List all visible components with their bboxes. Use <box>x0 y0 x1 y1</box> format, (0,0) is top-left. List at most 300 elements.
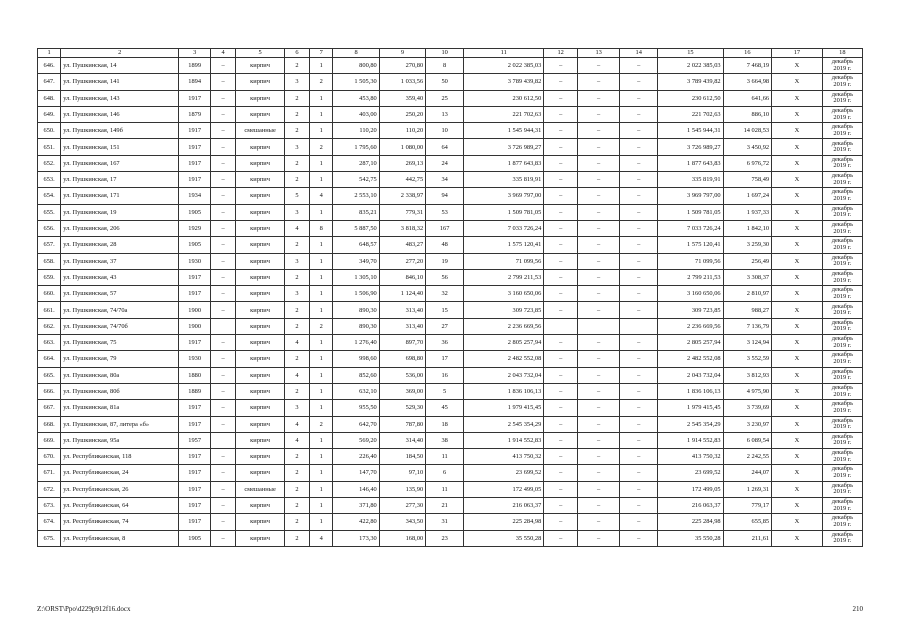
cell-cost-per-sqm: 211,61 <box>723 530 772 546</box>
cell-year: 1917 <box>179 449 211 465</box>
cell-area-living: 442,75 <box>379 172 425 188</box>
cell-mark: Х <box>772 237 823 253</box>
cell-col13: – <box>578 74 620 90</box>
cell-cost-total: 1 575 120,41 <box>464 237 544 253</box>
cell-col13: – <box>578 351 620 367</box>
cell-cost-planned: 221 702,63 <box>658 106 723 122</box>
cell-material: кирпич <box>236 449 285 465</box>
header-cell-2: 2 <box>61 49 179 58</box>
cell-deadline: декабрь 2019 г. <box>822 253 862 269</box>
cell-residents: 10 <box>426 123 464 139</box>
cell-cost-planned: 7 033 726,24 <box>658 220 723 236</box>
cell-entrances: 4 <box>310 188 333 204</box>
cell-col4: – <box>211 514 236 530</box>
cell-mark: Х <box>772 416 823 432</box>
cell-material: кирпич <box>236 172 285 188</box>
cell-entrances: 1 <box>310 383 333 399</box>
table-row <box>38 530 863 546</box>
cell-col12: – <box>544 335 578 351</box>
cell-col12: – <box>544 172 578 188</box>
cell-cost-planned: 2 805 257,94 <box>658 335 723 351</box>
cell-year: 1930 <box>179 253 211 269</box>
cell-col13: – <box>578 204 620 220</box>
cell-cost-total: 221 702,63 <box>464 106 544 122</box>
cell-col14: – <box>620 416 658 432</box>
cell-floors: 2 <box>284 123 309 139</box>
cell-address: ул. Республиканская, 64 <box>61 498 179 514</box>
cell-entrances: 1 <box>310 465 333 481</box>
cell-year: 1930 <box>179 351 211 367</box>
cell-cost-total: 1 914 552,83 <box>464 432 544 448</box>
table-row <box>38 286 863 302</box>
cell-entrances: 1 <box>310 351 333 367</box>
cell-residents: 56 <box>426 269 464 285</box>
cell-entrances: 2 <box>310 139 333 155</box>
cell-year: 1917 <box>179 416 211 432</box>
cell-area-living: 698,80 <box>379 351 425 367</box>
table-row <box>38 139 863 155</box>
cell-number: 658. <box>38 253 61 269</box>
cell-cost-per-sqm: 1 842,10 <box>723 220 772 236</box>
table-row <box>38 269 863 285</box>
cell-cost-total: 1 836 106,13 <box>464 383 544 399</box>
cell-col4: – <box>211 58 236 74</box>
cell-material: кирпич <box>236 74 285 90</box>
cell-year: 1934 <box>179 188 211 204</box>
table-row <box>38 449 863 465</box>
cell-entrances: 1 <box>310 269 333 285</box>
cell-col12: – <box>544 514 578 530</box>
cell-entrances: 4 <box>310 530 333 546</box>
cell-material: кирпич <box>236 269 285 285</box>
cell-address: ул. Пушкинская, 14 <box>61 58 179 74</box>
cell-floors: 4 <box>284 335 309 351</box>
cell-cost-planned: 1 877 643,83 <box>658 155 723 171</box>
cell-col4: – <box>211 220 236 236</box>
cell-cost-per-sqm: 3 552,59 <box>723 351 772 367</box>
cell-number: 648. <box>38 90 61 106</box>
cell-col13: – <box>578 123 620 139</box>
cell-area-total: 5 887,50 <box>333 220 379 236</box>
cell-address: ул. Пушкинская, 143 <box>61 90 179 106</box>
cell-deadline: декабрь 2019 г. <box>822 58 862 74</box>
cell-entrances: 8 <box>310 220 333 236</box>
cell-entrances: 1 <box>310 400 333 416</box>
cell-area-living: 2 338,97 <box>379 188 425 204</box>
cell-area-total: 1 305,10 <box>333 269 379 285</box>
cell-area-total: 403,00 <box>333 106 379 122</box>
cell-col14: – <box>620 237 658 253</box>
cell-cost-per-sqm: 1 269,31 <box>723 481 772 497</box>
cell-area-living: 277,30 <box>379 498 425 514</box>
cell-deadline: декабрь 2019 г. <box>822 498 862 514</box>
cell-col4: – <box>211 335 236 351</box>
header-cell-11: 11 <box>464 49 544 58</box>
cell-number: 660. <box>38 286 61 302</box>
cell-residents: 6 <box>426 465 464 481</box>
cell-entrances: 2 <box>310 318 333 334</box>
cell-address: ул. Пушкинская, 74/70а <box>61 302 179 318</box>
header-cell-3: 3 <box>179 49 211 58</box>
cell-residents: 64 <box>426 139 464 155</box>
cell-material: кирпич <box>236 498 285 514</box>
cell-year: 1929 <box>179 220 211 236</box>
cell-area-living: 314,40 <box>379 432 425 448</box>
cell-cost-per-sqm: 3 308,37 <box>723 269 772 285</box>
cell-col4: – <box>211 367 236 383</box>
header-cell-9: 9 <box>379 49 425 58</box>
cell-floors: 2 <box>284 302 309 318</box>
cell-floors: 4 <box>284 367 309 383</box>
cell-cost-per-sqm: 2 810,97 <box>723 286 772 302</box>
cell-col12: – <box>544 106 578 122</box>
cell-material: кирпич <box>236 58 285 74</box>
cell-material: кирпич <box>236 286 285 302</box>
cell-col4: – <box>211 172 236 188</box>
table-row <box>38 123 863 139</box>
cell-address: ул. Пушкинская, 57 <box>61 286 179 302</box>
cell-col12: – <box>544 155 578 171</box>
cell-col4: – <box>211 155 236 171</box>
cell-col4: – <box>211 237 236 253</box>
cell-area-living: 277,20 <box>379 253 425 269</box>
cell-year: 1889 <box>179 383 211 399</box>
cell-entrances: 1 <box>310 58 333 74</box>
cell-mark: Х <box>772 351 823 367</box>
cell-address: ул. Пушкинская, 141 <box>61 74 179 90</box>
cell-deadline: декабрь 2019 г. <box>822 74 862 90</box>
cell-area-total: 1 795,60 <box>333 139 379 155</box>
cell-floors: 2 <box>284 237 309 253</box>
cell-col14: – <box>620 498 658 514</box>
cell-col13: – <box>578 253 620 269</box>
cell-area-living: 135,90 <box>379 481 425 497</box>
cell-address: ул. Пушкинская, 43 <box>61 269 179 285</box>
table-row <box>38 318 863 334</box>
cell-col12: – <box>544 302 578 318</box>
cell-number: 665. <box>38 367 61 383</box>
cell-year: 1917 <box>179 498 211 514</box>
cell-col13: – <box>578 155 620 171</box>
cell-cost-planned: 2 545 354,29 <box>658 416 723 432</box>
cell-entrances: 1 <box>310 155 333 171</box>
cell-cost-planned: 2 236 669,56 <box>658 318 723 334</box>
cell-mark: Х <box>772 367 823 383</box>
cell-floors: 2 <box>284 58 309 74</box>
cell-col4: – <box>211 123 236 139</box>
cell-residents: 34 <box>426 172 464 188</box>
cell-col14 <box>620 318 658 334</box>
cell-cost-total: 1 877 643,83 <box>464 155 544 171</box>
cell-col4: – <box>211 530 236 546</box>
cell-residents: 13 <box>426 106 464 122</box>
header-cell-7: 7 <box>310 49 333 58</box>
cell-cost-per-sqm: 779,17 <box>723 498 772 514</box>
cell-material: кирпич <box>236 351 285 367</box>
cell-col14: – <box>620 123 658 139</box>
cell-col13: – <box>578 449 620 465</box>
cell-number: 649. <box>38 106 61 122</box>
cell-year: 1900 <box>179 318 211 334</box>
cell-cost-total: 2 799 211,53 <box>464 269 544 285</box>
cell-area-living: 184,50 <box>379 449 425 465</box>
cell-floors: 2 <box>284 530 309 546</box>
cell-area-total: 1 276,40 <box>333 335 379 351</box>
cell-area-total: 890,30 <box>333 302 379 318</box>
cell-number: 657. <box>38 237 61 253</box>
cell-mark: Х <box>772 530 823 546</box>
cell-col12: – <box>544 139 578 155</box>
cell-col12: – <box>544 286 578 302</box>
cell-mark: Х <box>772 383 823 399</box>
cell-floors: 2 <box>284 514 309 530</box>
cell-area-living: 1 080,00 <box>379 139 425 155</box>
cell-deadline: декабрь 2019 г. <box>822 514 862 530</box>
cell-material: кирпич <box>236 237 285 253</box>
cell-entrances: 1 <box>310 335 333 351</box>
cell-col4 <box>211 432 236 448</box>
cell-residents: 50 <box>426 74 464 90</box>
cell-cost-total: 2 545 354,29 <box>464 416 544 432</box>
cell-col14: – <box>620 286 658 302</box>
cell-cost-planned: 1 509 781,05 <box>658 204 723 220</box>
cell-col14: – <box>620 530 658 546</box>
table-row <box>38 432 863 448</box>
table-row <box>38 367 863 383</box>
cell-number: 674. <box>38 514 61 530</box>
cell-material: кирпич <box>236 106 285 122</box>
cell-cost-planned: 2 022 385,03 <box>658 58 723 74</box>
cell-col13: – <box>578 481 620 497</box>
cell-cost-planned: 216 063,37 <box>658 498 723 514</box>
cell-number: 661. <box>38 302 61 318</box>
cell-area-living: 787,80 <box>379 416 425 432</box>
cell-residents: 45 <box>426 400 464 416</box>
cell-deadline: декабрь 2019 г. <box>822 269 862 285</box>
cell-area-living: 846,10 <box>379 269 425 285</box>
table-row <box>38 155 863 171</box>
cell-cost-planned: 1 575 120,41 <box>658 237 723 253</box>
cell-cost-per-sqm: 3 812,93 <box>723 367 772 383</box>
cell-area-living: 3 818,32 <box>379 220 425 236</box>
cell-cost-total: 225 284,98 <box>464 514 544 530</box>
cell-col4: – <box>211 269 236 285</box>
cell-col14: – <box>620 188 658 204</box>
table-row <box>38 58 863 74</box>
cell-year: 1957 <box>179 432 211 448</box>
cell-cost-per-sqm: 4 975,90 <box>723 383 772 399</box>
cell-material: кирпич <box>236 139 285 155</box>
cell-floors: 5 <box>284 188 309 204</box>
housing-register-table <box>37 48 863 547</box>
cell-area-living: 270,80 <box>379 58 425 74</box>
cell-material: кирпич <box>236 465 285 481</box>
cell-floors: 3 <box>284 286 309 302</box>
cell-cost-per-sqm: 3 230,97 <box>723 416 772 432</box>
cell-address: ул. Пушкинская, 17 <box>61 172 179 188</box>
cell-mark: Х <box>772 188 823 204</box>
cell-deadline: декабрь 2019 г. <box>822 318 862 334</box>
cell-year: 1917 <box>179 139 211 155</box>
cell-material: кирпич <box>236 416 285 432</box>
cell-area-total: 2 553,10 <box>333 188 379 204</box>
cell-entrances: 1 <box>310 123 333 139</box>
cell-cost-per-sqm: 7 136,79 <box>723 318 772 334</box>
cell-col12: – <box>544 432 578 448</box>
cell-col12: – <box>544 449 578 465</box>
cell-material: смешанные <box>236 123 285 139</box>
cell-floors: 4 <box>284 220 309 236</box>
cell-cost-per-sqm: 6 976,72 <box>723 155 772 171</box>
cell-col13: – <box>578 269 620 285</box>
cell-floors: 2 <box>284 106 309 122</box>
table-row <box>38 416 863 432</box>
cell-area-living: 97,10 <box>379 465 425 481</box>
cell-col12: – <box>544 416 578 432</box>
cell-mark: Х <box>772 498 823 514</box>
cell-year: 1879 <box>179 106 211 122</box>
cell-col12: – <box>544 237 578 253</box>
cell-cost-total: 335 819,91 <box>464 172 544 188</box>
cell-number: 668. <box>38 416 61 432</box>
cell-col13: – <box>578 400 620 416</box>
header-cell-13: 13 <box>578 49 620 58</box>
cell-cost-per-sqm: 758,49 <box>723 172 772 188</box>
cell-cost-planned: 3 969 797,00 <box>658 188 723 204</box>
table-row <box>38 335 863 351</box>
cell-mark: Х <box>772 335 823 351</box>
cell-deadline: декабрь 2019 г. <box>822 400 862 416</box>
cell-col14: – <box>620 253 658 269</box>
cell-cost-total: 3 969 797,00 <box>464 188 544 204</box>
cell-material: кирпич <box>236 90 285 106</box>
cell-entrances: 1 <box>310 106 333 122</box>
cell-residents: 11 <box>426 449 464 465</box>
cell-cost-total: 309 723,85 <box>464 302 544 318</box>
table-row <box>38 220 863 236</box>
cell-col13: – <box>578 416 620 432</box>
cell-entrances: 1 <box>310 498 333 514</box>
cell-address: ул. Пушкинская, 80а <box>61 367 179 383</box>
cell-area-living: 313,40 <box>379 302 425 318</box>
cell-deadline: декабрь 2019 г. <box>822 220 862 236</box>
cell-col13: – <box>578 58 620 74</box>
cell-address: ул. Пушкинская, 206 <box>61 220 179 236</box>
cell-cost-total: 230 612,50 <box>464 90 544 106</box>
cell-col4: – <box>211 498 236 514</box>
cell-cost-per-sqm: 3 124,94 <box>723 335 772 351</box>
cell-col13: – <box>578 188 620 204</box>
cell-col12: – <box>544 367 578 383</box>
cell-cost-planned: 3 789 439,82 <box>658 74 723 90</box>
cell-cost-planned: 1 836 106,13 <box>658 383 723 399</box>
cell-year: 1905 <box>179 237 211 253</box>
cell-area-total: 349,70 <box>333 253 379 269</box>
cell-year: 1899 <box>179 58 211 74</box>
document-file-path: Z:\ORST\Ppo\d229p912f16.docx <box>37 605 131 613</box>
cell-mark: Х <box>772 449 823 465</box>
cell-deadline: декабрь 2019 г. <box>822 188 862 204</box>
cell-col12: – <box>544 465 578 481</box>
cell-year: 1917 <box>179 155 211 171</box>
cell-year: 1905 <box>179 530 211 546</box>
cell-mark: Х <box>772 139 823 155</box>
cell-cost-total: 3 160 650,06 <box>464 286 544 302</box>
cell-address: ул. Пушкинская, 87, литера «б» <box>61 416 179 432</box>
cell-address: ул. Пушкинская, 171 <box>61 188 179 204</box>
cell-number: 655. <box>38 204 61 220</box>
cell-area-living: 269,13 <box>379 155 425 171</box>
cell-number: 670. <box>38 449 61 465</box>
cell-col14: – <box>620 465 658 481</box>
cell-col13: – <box>578 106 620 122</box>
cell-cost-total: 3 789 439,82 <box>464 74 544 90</box>
cell-area-living: 369,00 <box>379 383 425 399</box>
cell-col14: – <box>620 432 658 448</box>
cell-area-total: 453,80 <box>333 90 379 106</box>
table-row <box>38 400 863 416</box>
cell-address: ул. Пушкинская, 80б <box>61 383 179 399</box>
table-row <box>38 90 863 106</box>
table-row <box>38 351 863 367</box>
cell-residents: 94 <box>426 188 464 204</box>
cell-col13: – <box>578 139 620 155</box>
cell-col12: – <box>544 530 578 546</box>
cell-material: кирпич <box>236 204 285 220</box>
cell-col14: – <box>620 302 658 318</box>
cell-number: 650. <box>38 123 61 139</box>
cell-entrances: 1 <box>310 367 333 383</box>
cell-cost-planned: 172 499,05 <box>658 481 723 497</box>
cell-residents: 167 <box>426 220 464 236</box>
cell-col4 <box>211 318 236 334</box>
cell-residents: 48 <box>426 237 464 253</box>
cell-cost-total: 2 022 385,03 <box>464 58 544 74</box>
cell-col12: – <box>544 74 578 90</box>
cell-col4: – <box>211 416 236 432</box>
cell-area-living: 168,00 <box>379 530 425 546</box>
cell-col13: – <box>578 465 620 481</box>
cell-col13: – <box>578 530 620 546</box>
cell-mark: Х <box>772 106 823 122</box>
cell-address: ул. Пушкинская, 146 <box>61 106 179 122</box>
cell-mark: Х <box>772 514 823 530</box>
cell-residents: 25 <box>426 90 464 106</box>
cell-area-total: 648,57 <box>333 237 379 253</box>
cell-entrances: 1 <box>310 253 333 269</box>
cell-deadline: декабрь 2019 г. <box>822 106 862 122</box>
cell-col4: – <box>211 449 236 465</box>
cell-col4: – <box>211 188 236 204</box>
cell-entrances: 1 <box>310 514 333 530</box>
cell-deadline: декабрь 2019 г. <box>822 530 862 546</box>
header-cell-15: 15 <box>658 49 723 58</box>
cell-floors: 3 <box>284 74 309 90</box>
cell-cost-planned: 413 750,32 <box>658 449 723 465</box>
cell-area-total: 632,10 <box>333 383 379 399</box>
cell-area-total: 1 506,90 <box>333 286 379 302</box>
cell-area-total: 800,80 <box>333 58 379 74</box>
cell-cost-total: 172 499,05 <box>464 481 544 497</box>
cell-residents: 17 <box>426 351 464 367</box>
cell-cost-total: 1 509 781,05 <box>464 204 544 220</box>
cell-floors: 2 <box>284 318 309 334</box>
cell-floors: 2 <box>284 90 309 106</box>
cell-col13: – <box>578 383 620 399</box>
cell-col13: – <box>578 514 620 530</box>
cell-col13: – <box>578 286 620 302</box>
cell-area-living: 529,30 <box>379 400 425 416</box>
